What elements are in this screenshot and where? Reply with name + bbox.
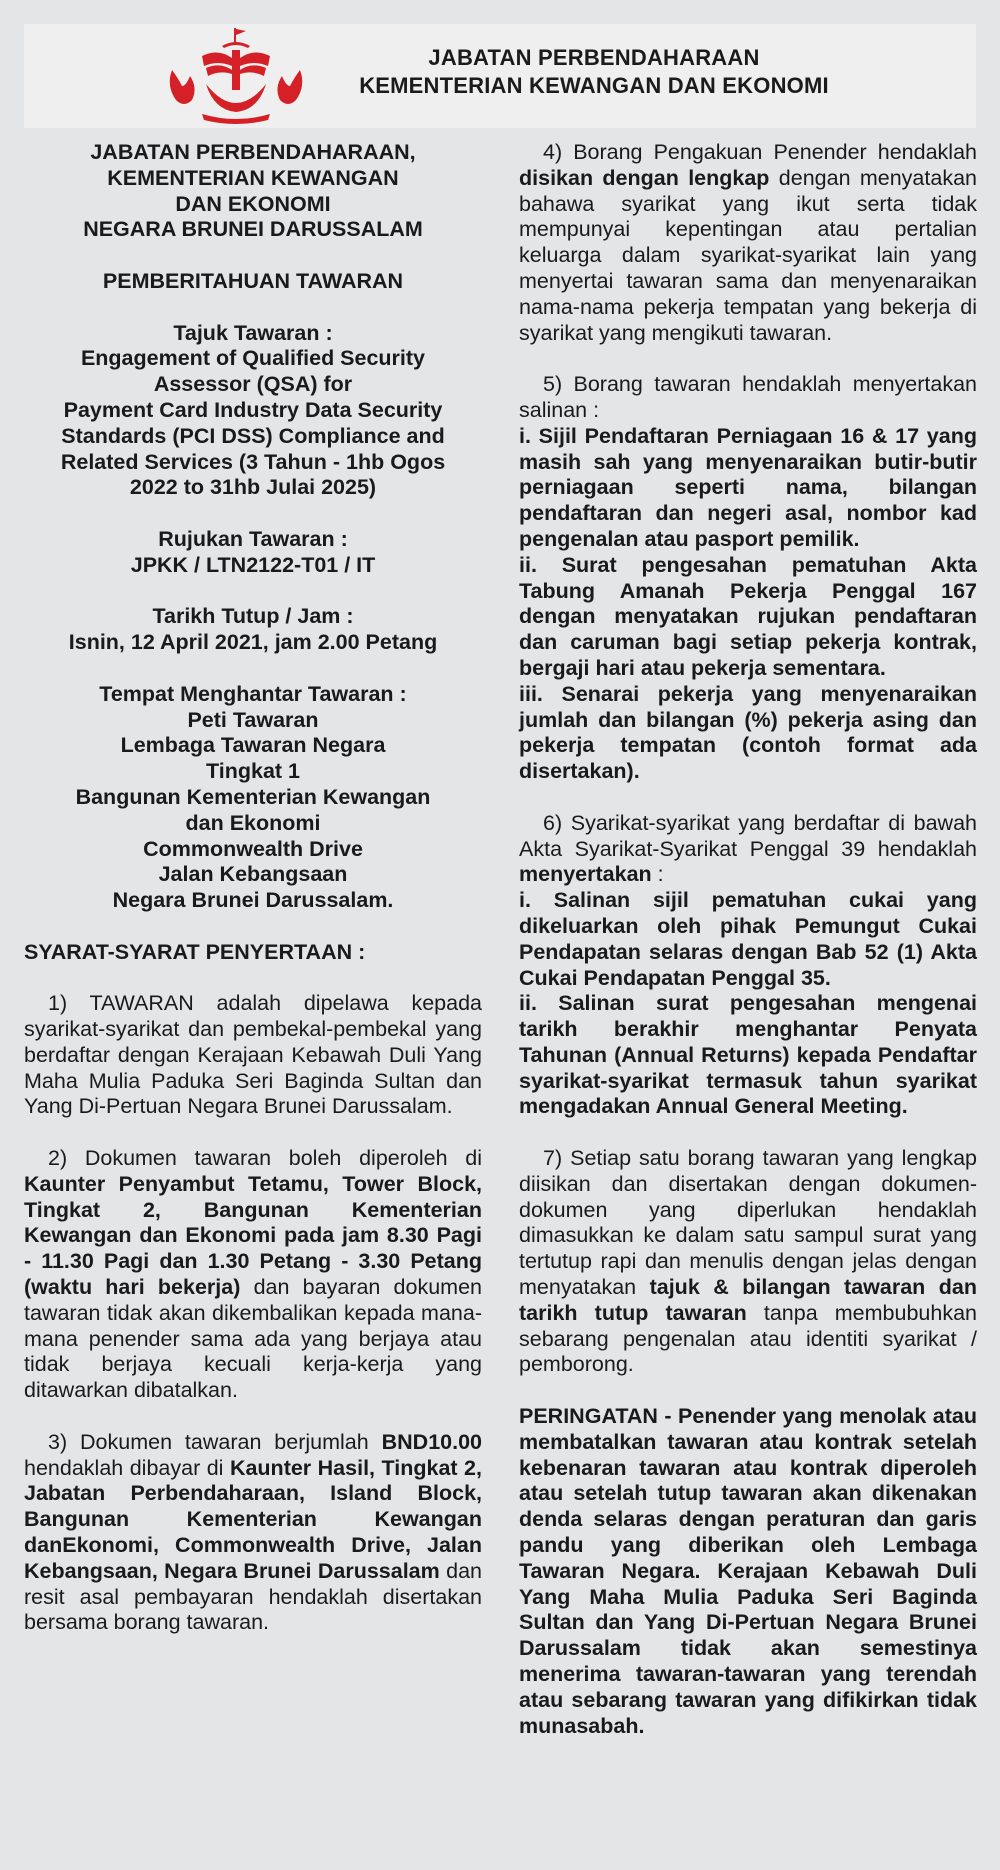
org-line: JABATAN PERBENDAHARAAN, (90, 140, 416, 164)
tutup-label: Tarikh Tutup / Jam : (152, 604, 354, 629)
tajuk-line: Related Services (3 Tahun - 1hb Ogos (60, 449, 446, 474)
clause-6-intro (519, 811, 977, 888)
clause-5-intro: 5) Borang tawaran hendaklah menyertakan salinan : (519, 372, 977, 422)
clause-3 (24, 1430, 482, 1636)
rujukan-value: JPKK / LTN2122-T01 / IT (130, 552, 376, 577)
clause-4-text: dengan menyatakan bahawa syarikat yang ikut serta tidak mempunyai kepentingan atau pertalian keluarga dalam syarikat-syarikat lain yang menyertai tawaran sama dan menyenaraikan nama-nama pekerja tempatan yang bekerja di syarikat yang mengikuti tawaran. (519, 165, 977, 345)
clause-6-item-i: i. Salinan sijil pematuhan cukai yang dikeluarkan oleh pihak Pemungut Cukai Pendapatan selaras dengan Bab 52 (1) Akta Cukai Pendapatan Penggal 35. (519, 888, 977, 990)
notice-title: PEMBERITAHUAN TAWARAN (102, 268, 404, 293)
tempat-line: Lembaga Tawaran Negara (120, 733, 386, 758)
tempat-line: Tingkat 1 (206, 759, 300, 784)
tempat-line: Bangunan Kementerian Kewangan (75, 784, 431, 809)
tajuk-block (24, 321, 482, 502)
right-flow (519, 140, 977, 1739)
tajuk-line: Payment Card Industry Data Security (63, 397, 443, 422)
tempat-label: Tempat Menghantar Tawaran : (99, 681, 407, 706)
clause-7-emphasis: tajuk & bilangan tawaran dan tarikh tutup tawaran (519, 1275, 977, 1325)
clause-7-text: 7) Setiap satu borang tawaran yang lengkap diisikan dan disertakan dengan dokumen-dokumen yang diperlukan hendaklah dimasukkan ke dalam satu sampul surat yang tertutup rapi dan menulis dengan jelas dengan menyatakan (519, 1146, 977, 1300)
clause-2-text: dan bayaran dokumen tawaran tidak akan dikembalikan kepada mana-mana penender sama ada yang berjaya atau tidak berjaya kecuali kerja-kerja yang ditawarkan dibatalkan. (24, 1275, 482, 1403)
clause-4-emphasis: disikan dengan lengkap (519, 165, 770, 190)
clause-3-location: Kaunter Hasil, Tingkat 2, Jabatan Perbendaharaan, Island Block, Bangunan Kementerian Kewangan danEkonomi, Commonwealth Drive, Jalan Kebangsaan, Negara Brunei Darussalam (24, 1455, 482, 1583)
clause-1: 1) TAWARAN adalah dipelawa kepada syarikat-syarikat dan pembekal-pembekal yang berdaftar dengan Kerajaan Kebawah Duli Yang Maha Mulia Paduka Seri Baginda Sultan dan Yang Di-Pertuan Negara Brunei Darussalam. (24, 991, 482, 1119)
org-line: NEGARA BRUNEI DARUSSALAM (83, 217, 423, 242)
tajuk-line: Engagement of Qualified Security (80, 346, 426, 371)
clause-7 (519, 1146, 977, 1378)
peringatan-warning: PERINGATAN - Penender yang menolak atau membatalkan tawaran atau kontrak setelah kebenaran tawaran atau kontrak diperoleh atau setelah tutup tawaran akan dikenakan denda selaras dengan peraturan dan garis pandu yang diberikan oleh Lembaga Tawaran Negara. Kerajaan Kebawah Duli Yang Maha Mulia Paduka Seri Baginda Sultan dan Yang Di-Pertuan Negara Brunei Darussalam tidak akan semestinya menerima tawaran-tawaran yang terendah atau sebarang tawaran yang difikirkan tidak munasabah. (519, 1404, 977, 1738)
masthead-title (324, 44, 864, 100)
clause-3-text: hendaklah dibayar di (24, 1455, 230, 1480)
rujukan-label: Rujukan Tawaran : (158, 526, 348, 551)
org-line: KEMENTERIAN KEWANGAN (107, 165, 399, 190)
tutup-block (24, 604, 482, 656)
clause-4-text: 4) Borang Pengakuan Penender hendaklah (543, 140, 977, 164)
clause-6-item-ii: ii. Salinan surat pengesahan mengenai tarikh berakhir menghantar Penyata Tahunan (Annual Returns) kepada Pendaftar syarikat-syarikat termasuk tahun syarikat mengadakan Annual General Meeting. (519, 991, 977, 1119)
org-block (24, 140, 482, 243)
tajuk-line: 2022 to 31hb Julai 2025) (129, 475, 377, 500)
clause-5-item-iii: iii. Senarai pekerja yang menyenaraikan jumlah dan bilangan (%) pekerja asing dan pekerja tempatan (contoh format ada disertakan). (519, 681, 977, 784)
clause-5-item-ii: ii. Surat pengesahan pematuhan Akta Tabung Amanah Pekerja Penggal 167 dengan menyatakan rujukan pendaftaran dan caruman bagi setiap pekerja kontrak, bergaji hari atau pekerja sementara. (519, 552, 977, 680)
tempat-line: Negara Brunei Darussalam. (112, 888, 394, 913)
masthead-line2: KEMENTERIAN KEWANGAN DAN EKONOMI (359, 73, 829, 98)
syarat-heading: SYARAT-SYARAT PENYERTAAN : (24, 939, 366, 964)
tempat-line: Peti Tawaran (187, 707, 319, 732)
tajuk-line: Standards (PCI DSS) Compliance and (61, 423, 445, 448)
clause-2-location: Kaunter Penyambut Tetamu, Tower Block, Tingkat 2, Bangunan Kementerian Kewangan dan Ekonomi pada jam 8.30 Pagi - 11.30 Pagi dan 1.30 Petang - 3.30 Petang (waktu hari bekerja) (24, 1171, 482, 1300)
tutup-value: Isnin, 12 April 2021, jam 2.00 Petang (68, 630, 438, 655)
clause-2 (24, 1146, 482, 1404)
clause-6-emphasis: menyertakan (519, 862, 652, 887)
tajuk-line: Assessor (QSA) for (153, 372, 353, 397)
clause-3-text: dan resit asal pembayaran hendaklah disertakan bersama borang tawaran. (24, 1558, 482, 1635)
left-column (24, 140, 482, 1636)
clause-2-text: 2) Dokumen tawaran boleh diperoleh di (48, 1146, 482, 1171)
clause-3-amount: BND10.00 (381, 1429, 482, 1454)
org-line: DAN EKONOMI (175, 191, 331, 216)
rujukan-block (24, 527, 482, 579)
clause-5-item-i: i. Sijil Pendaftaran Perniagaan 16 & 17 yang masih sah yang menyenaraikan butir-butir perniagaan seperti nama, bilangan pendaftaran dan negeri asal, nombor kad pengenalan atau pasport pemilik. (519, 423, 977, 551)
brunei-crest-icon (162, 26, 310, 126)
tajuk-label: Tajuk Tawaran : (173, 320, 333, 345)
tempat-block (24, 682, 482, 914)
clause-3-text: 3) Dokumen tawaran berjumlah (48, 1429, 382, 1454)
clause-6-text: : (651, 862, 664, 887)
tempat-line: Jalan Kebangsaan (158, 862, 348, 887)
clause-6-text: 6) Syarikat-syarikat yang berdaftar di bawah Akta Syarikat-Syarikat Penggal 39 hendaklah (519, 810, 977, 861)
clause-7-text: tanpa membubuhkan sebarang pengenalan atau identiti syarikat / pemborong. (519, 1300, 978, 1377)
masthead-line1: JABATAN PERBENDAHARAAN (428, 45, 760, 70)
tempat-line: Commonwealth Drive (143, 836, 363, 861)
tempat-line: dan Ekonomi (185, 810, 321, 835)
masthead (24, 24, 976, 128)
right-column (519, 140, 977, 1739)
clause-4 (519, 140, 977, 346)
